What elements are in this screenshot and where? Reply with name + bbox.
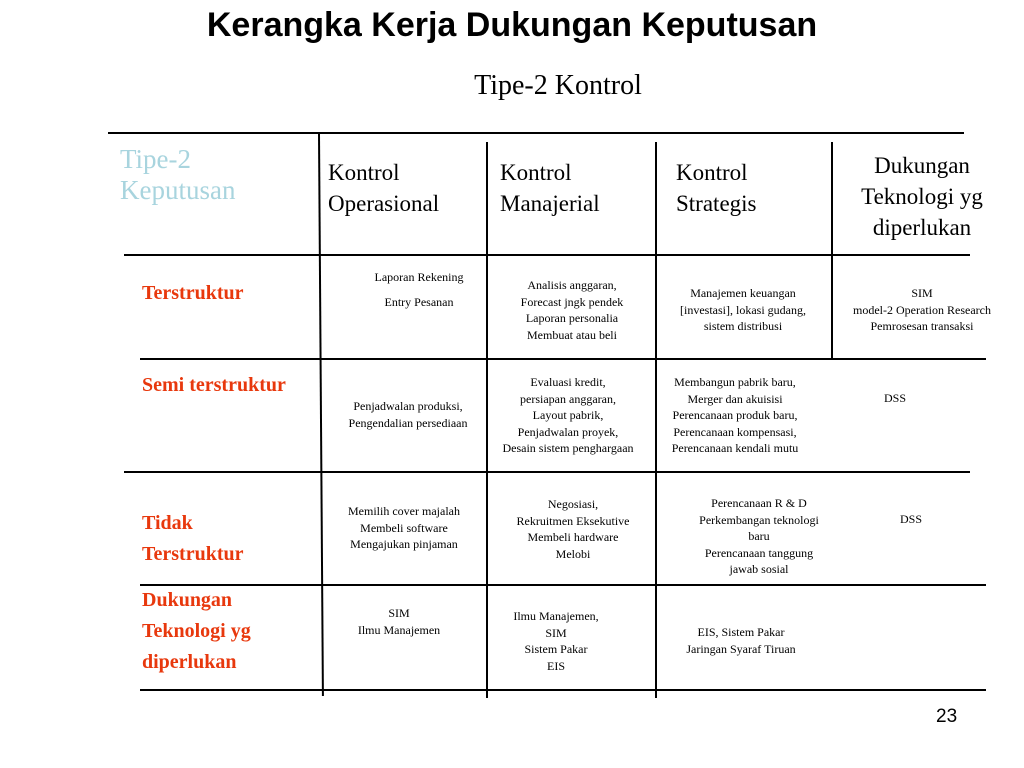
cell-semi-teknologi: DSS [883, 391, 906, 405]
slide-title: Kerangka Kerja Dukungan Keputusan [206, 6, 818, 44]
cell-terstruktur-operasional-line2: Entry Pesanan [384, 295, 454, 309]
bottom-rule [140, 689, 986, 691]
row-label-dukungan-teknologi: Dukungan Teknologi yg diperlukan [142, 589, 251, 673]
cell-dukungan-strategis: EIS, Sistem Pakar Jaringan Syaraf Tiruan [686, 625, 796, 656]
cell-semi-manajerial: Evaluasi kredit, persiapan anggaran, Layout pabrik, Penjadwalan proyek, Desain sistem penghargaan [502, 375, 634, 455]
row-rule-1 [140, 358, 986, 360]
col-rule-1 [318, 134, 323, 696]
col-header-manajerial: Kontrol Manajerial [500, 160, 600, 216]
cell-terstruktur-strategis: Manajemen keuangan [investasi], lokasi gudang, sistem distribusi [680, 286, 806, 333]
corner-label: Tipe-2 Keputusan [120, 144, 236, 205]
row-label-semi-terstruktur: Semi terstruktur [142, 374, 286, 396]
page-number: 23 [936, 706, 958, 727]
cell-tidak-operasional: Memilih cover majalah Membeli software Mengajukan pinjaman [348, 504, 460, 551]
top-rule [108, 132, 964, 134]
cell-dukungan-operasional: SIM Ilmu Manajemen [357, 606, 441, 637]
col-header-operasional: Kontrol Operasional [328, 160, 440, 216]
header-rule [124, 254, 970, 256]
cell-terstruktur-teknologi: SIM model-2 Operation Research Pemrosesan transaksi [853, 286, 991, 333]
cell-dukungan-manajerial: Ilmu Manajemen, SIM Sistem Pakar EIS [513, 609, 599, 673]
slide-subtitle: Tipe-2 Kontrol [474, 70, 642, 101]
cell-terstruktur-manajerial: Analisis anggaran, Forecast jngk pendek Laporan personalia Membuat atau beli [520, 278, 624, 342]
row-rule-2 [124, 471, 970, 473]
col-header-teknologi: Dukungan Teknologi yg diperlukan [861, 153, 983, 240]
cell-tidak-strategis: Perencanaan R & D Perkembangan teknologi baru Perencanaan tanggung jawab sosial [699, 496, 819, 576]
row-label-terstruktur: Terstruktur [142, 282, 244, 304]
cell-semi-operasional: Penjadwalan produksi, Pengendalian persediaan [348, 399, 468, 430]
cell-tidak-manajerial: Negosiasi, Rekruitmen Eksekutive Membeli hardware Melobi [516, 497, 630, 561]
cell-semi-strategis: Membangun pabrik baru, Merger dan akuisisi Perencanaan produk baru, Perencanaan kompensasi, Perencanaan kendali mutu [671, 375, 799, 455]
row-rule-3 [140, 584, 986, 586]
col-header-strategis: Kontrol Strategis [676, 160, 757, 216]
row-label-tidak-terstruktur: Tidak Terstruktur [142, 512, 244, 565]
cell-terstruktur-operasional-line1: Laporan Rekening [374, 270, 464, 284]
cell-tidak-teknologi: DSS [899, 512, 922, 526]
